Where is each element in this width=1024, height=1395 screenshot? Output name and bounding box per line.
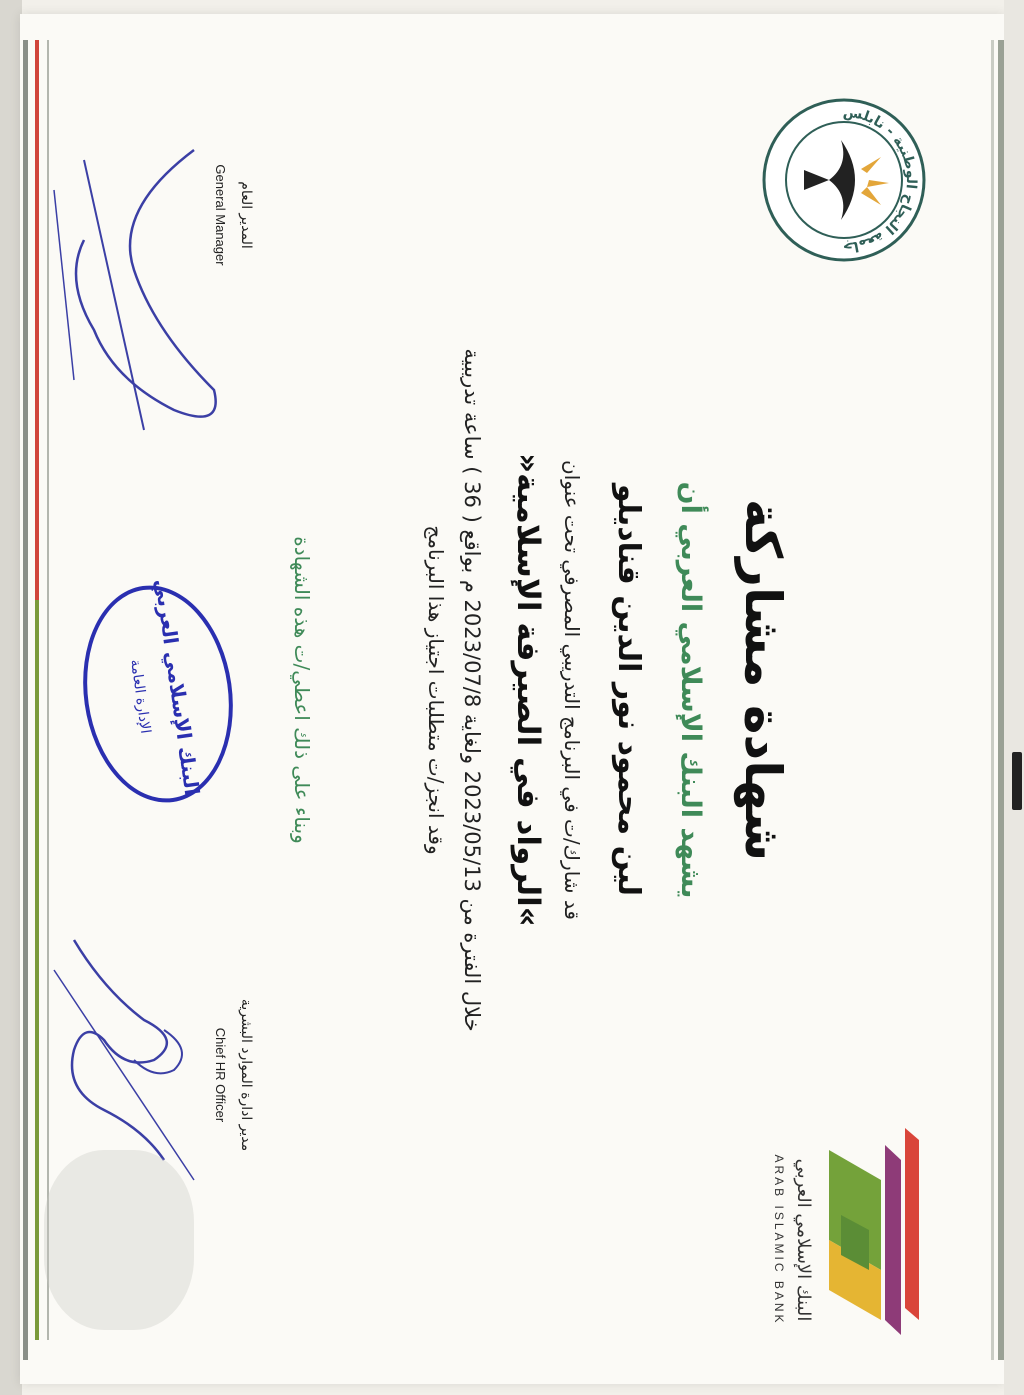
university-seal-icon [759,95,929,265]
bottom-stripe-green [35,600,39,1340]
seal-text: جامعة النجاح الوطنية - نابلس [842,104,920,256]
general-manager-title-en: General Manager [213,164,228,266]
top-stripe-light [991,40,994,1360]
embossed-seal [44,1150,194,1330]
certificate-title: شهادة مشاركة [734,498,792,862]
stamp-text: البنك الإسلامي العربي [150,577,205,797]
general-manager-signature [24,130,234,450]
program-title: »الرواد في الصيرفة الإسلامية« [510,453,546,927]
stamp-subtext: الإدارة العامة [127,658,154,735]
period-line: خلال الفترة من 2023/05/13 ولغاية 2023/07/8 م بواقع ( 36 ) ساعة تدريبية [460,348,484,1032]
requirements-line: وقد انجز/ت متطلبات اجتياز هذا البرنامج [424,525,448,855]
bank-name-ar: البنك الإسلامي العربي [793,1158,814,1322]
arab-islamic-bank-logo-icon [819,1120,929,1350]
top-stripe-gray [998,40,1004,1360]
granted-line: وبناء على ذلك اعطي/ت هذه الشهادة [290,536,314,844]
recipient-name: لين محمود نور الدين قناديلو [611,483,646,897]
bank-name-en: ARAB ISLAMIC BANK [772,1154,786,1326]
attestation-line: يشهد البنك الإسلامي العربي أن [675,481,706,899]
hr-officer-title-ar: مدير ادارة الموارد البشرية [238,998,254,1152]
general-manager-title-ar: المدير العام [238,181,254,249]
hr-officer-title-en: Chief HR Officer [213,1027,228,1123]
bank-stamp [70,576,247,812]
participation-line: قد شارك/ت في البرنامج التدريبي المصرفي تحت عنوان [560,460,584,920]
